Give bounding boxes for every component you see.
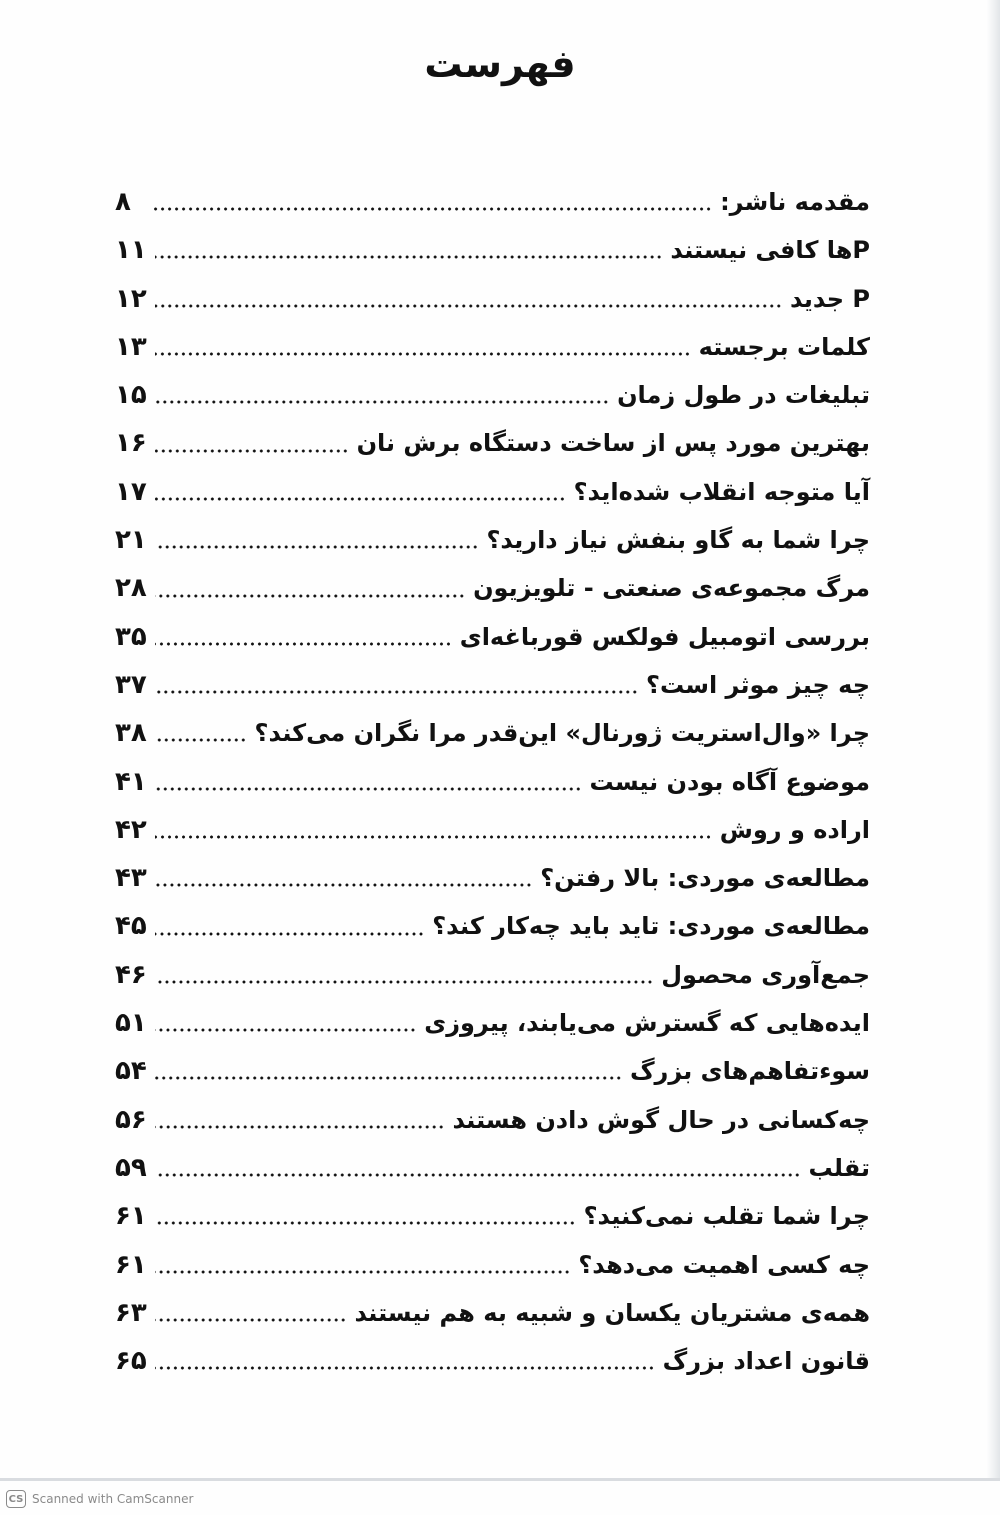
toc-entry [115,371,870,419]
toc-page-number: ۳۵ [115,621,147,652]
dot-leader [155,255,663,259]
toc-entry-title: مقدمه ناشر: [720,188,870,216]
dot-leader [155,932,425,936]
dot-leader [155,1173,801,1177]
toc-entry-title: سوءتفاهم‌های بزرگ [629,1057,870,1086]
dot-leader [155,1125,445,1129]
dot-leader [155,304,782,308]
toc-entry [115,1192,870,1240]
toc-entry [115,516,870,564]
toc-page-number: ۱۷ [115,476,147,507]
toc-page-number: ۴۲ [115,814,147,845]
toc-entry [115,613,870,661]
dot-leader [155,787,582,791]
dot-leader [155,1270,571,1274]
toc-page-number: ۶۵ [115,1346,147,1377]
toc-entry-title: آیا متوجه انقلاب شده‌اید؟ [573,477,870,506]
toc-entry [115,419,870,467]
toc-page-number: ۴۶ [115,959,147,990]
dot-leader [155,545,479,549]
toc-page-number: ۵۹ [115,1152,147,1183]
toc-page-number: ۳۷ [115,669,147,700]
toc-page-number: ۶۱ [115,1249,147,1280]
toc-page-number: ۱۳ [115,331,147,362]
toc-entry [115,1289,870,1337]
toc-entry [115,323,870,371]
toc-entry [115,1096,870,1144]
toc-entry [115,1337,870,1385]
toc-page-number: ۴۵ [115,911,147,942]
toc-entry-title: مطالعه‌ی موردی: تاید باید چه‌کار کند؟ [432,912,870,941]
toc-entry [115,902,870,950]
toc-entry-title: چرا «وال‌استریت ژورنال» این‌قدر مرا نگران می‌کند؟ [254,719,870,748]
toc-entry-title: چه‌کسانی در حال گوش دادن هستند [452,1105,870,1134]
dot-leader [155,449,349,453]
toc-entry [115,661,870,709]
dot-leader [155,352,691,356]
toc-page-number: ۲۱ [115,525,147,556]
toc-entry [115,468,870,516]
toc-page-number: ۶۳ [115,1297,147,1328]
toc-entry-title: چه کسی اهمیت می‌دهد؟ [578,1250,870,1279]
dot-leader [155,497,566,501]
toc-entry-title: بهترین مورد پس از ساخت دستگاه برش نان [356,429,870,458]
toc-page-number: ۶۱ [115,1201,147,1232]
toc-entry-title: P جدید [790,284,870,313]
toc-page-number: ۴۳ [115,863,147,894]
toc-entry [115,709,870,757]
dot-leader [155,835,712,839]
toc-entry [115,854,870,902]
toc-entry [115,1241,870,1289]
toc-entry [115,178,870,226]
camscanner-logo-icon: CS [6,1490,26,1508]
dot-leader [155,738,247,742]
toc-entry-title: چه چیز موثر است؟ [646,670,870,699]
toc-page-number: ۱۶ [115,428,147,459]
toc-entry-title: Pها کافی نیستند [670,236,870,265]
toc-entry-title: تبلیغات در طول زمان [617,381,870,410]
dot-leader [155,980,653,984]
dot-leader [155,594,465,598]
toc-entry [115,806,870,854]
toc-entry-title: چرا شما به گاو بنفش نیاز دارید؟ [486,526,870,555]
dot-leader [155,1028,416,1032]
toc-entry-title: همه‌ی مشتریان یکسان و شبیه به هم نیستند [354,1298,870,1327]
dot-leader [155,642,452,646]
toc-page-number: ۵۴ [115,1056,147,1087]
dot-leader [155,1076,622,1080]
toc-entry [115,275,870,323]
scan-border [0,1478,1000,1481]
toc-entry-title: کلمات برجسته [698,332,870,361]
toc-entry [115,564,870,612]
toc-page-number: ۳۸ [115,718,147,749]
toc-page-number: ۸ [115,187,131,217]
toc-entry-title: اراده و روش [719,815,870,844]
toc-entry-title: قانون اعداد بزرگ [662,1347,870,1376]
scanner-watermark [6,1487,193,1511]
table-of-contents [115,178,870,1385]
toc-entry-title: مرگ مجموعه‌ی صنعتی - تلویزیون [473,574,870,603]
toc-entry [115,1047,870,1095]
toc-page-number: ۲۸ [115,573,147,604]
toc-page-number: ۱۱ [115,235,147,266]
dot-leader [151,207,712,211]
toc-entry [115,999,870,1047]
dot-leader [155,1366,655,1370]
toc-page-number: ۴۱ [115,766,147,797]
toc-entry-title: مطالعه‌ی موردی: بالا رفتن؟ [540,864,870,893]
toc-entry-title: تقلب [808,1153,870,1182]
watermark-text: Scanned with CamScanner [32,1492,194,1506]
dot-leader [155,1221,576,1225]
toc-page-number: ۱۵ [115,380,147,411]
dot-leader [155,883,532,887]
toc-entry-title: موضوع آگاه بودن نیست [589,767,870,796]
toc-entry [115,1144,870,1192]
page-edge-shadow [986,0,1000,1480]
dot-leader [155,400,609,404]
toc-entry-title: ایده‌هایی که گسترش می‌یابند، پیروزی [424,1009,870,1038]
dot-leader [155,690,638,694]
page-title: فهرست [424,42,576,86]
toc-page-number: ۵۶ [115,1104,147,1135]
toc-entry [115,951,870,999]
dot-leader [155,1318,347,1322]
toc-entry [115,758,870,806]
toc-page-number: ۱۲ [115,283,147,314]
toc-entry-title: جمع‌آوری محصول [661,960,870,989]
toc-entry [115,226,870,274]
toc-entry-title: چرا شما تقلب نمی‌کنید؟ [583,1202,870,1231]
toc-entry-title: بررسی اتومبیل فولکس قورباغه‌ای [459,622,870,651]
toc-page-number: ۵۱ [115,1008,147,1039]
